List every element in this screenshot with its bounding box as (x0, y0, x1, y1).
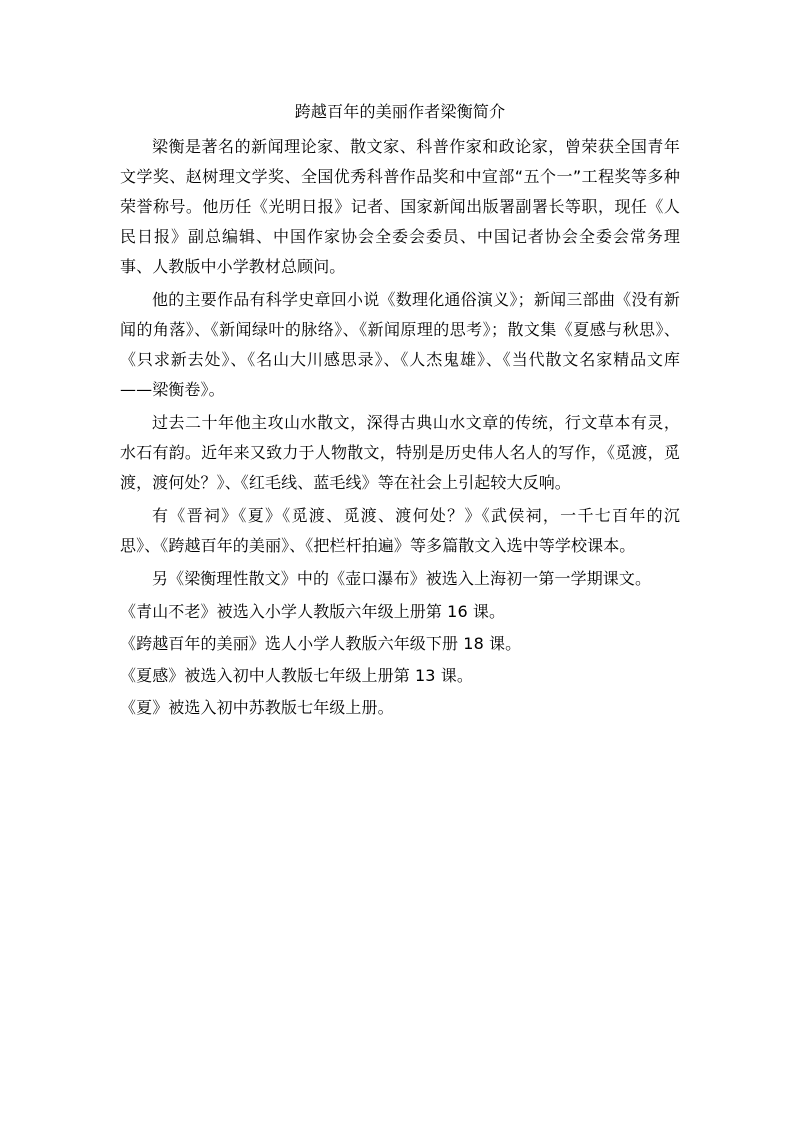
paragraph-biography: 梁衡是著名的新闻理论家、散文家、科普作家和政论家，曾荣获全国青年文学奖、赵树理文学奖、全国优秀科普作品奖和中宣部“五个一”工程奖等多种荣誉称号。他历任《光明日报》记者、国家新闻出版署副署长等职，现任《人民日报》副总编辑、中国作家协会全委会委员、中国记者协会全委会常务理事、人教版中小学教材总顾问。 (120, 137, 680, 276)
paragraph-writing-style: 过去二十年他主攻山水散文，深得古典山水文章的传统，行文草本有灵，水石有韵。近年来又致力于人物散文，特别是历史伟人名人的写作，《觅渡，觅渡，渡何处？》、《红毛线、蓝毛线》等在社会上引起较大反响。 (120, 413, 680, 492)
document-page (120, 96, 680, 725)
textbook-entry: 《夏感》被选入初中人教版七年级上册第 13 课。 (120, 666, 473, 685)
textbook-entry: 《青山不老》被选入小学人教版六年级上册第 16 课。 (120, 602, 506, 621)
paragraph-major-works: 他的主要作品有科学史章回小说《数理化通俗演义》；新闻三部曲《没有新闻的角落》、《新闻绿叶的脉络》、《新闻原理的思考》；散文集《夏感与秋思》、《只求新去处》、《名山大川感思录》、《人杰鬼雄》、《当代散文名家精品文库——梁衡卷》。 (120, 290, 680, 399)
textbook-entry: 《跨越百年的美丽》选人小学人教版六年级下册 18 课。 (120, 634, 522, 653)
paragraph-shanghai-textbook: 另《梁衡理性散文》中的《壶口瀑布》被选入上海初一第一学期课文。 (152, 569, 652, 588)
document-title: 跨越百年的美丽作者梁衡简介 (294, 102, 506, 121)
paragraph-textbook-essays: 有《晋祠》《夏》《觅渡、觅渡、渡何处？》《武侯祠，一千七百年的沉思》、《跨越百年的美丽》、《把栏杆拍遍》等多篇散文入选中等学校课本。 (120, 506, 680, 555)
textbook-entry: 《夏》被选入初中苏教版七年级上册。 (120, 698, 394, 717)
